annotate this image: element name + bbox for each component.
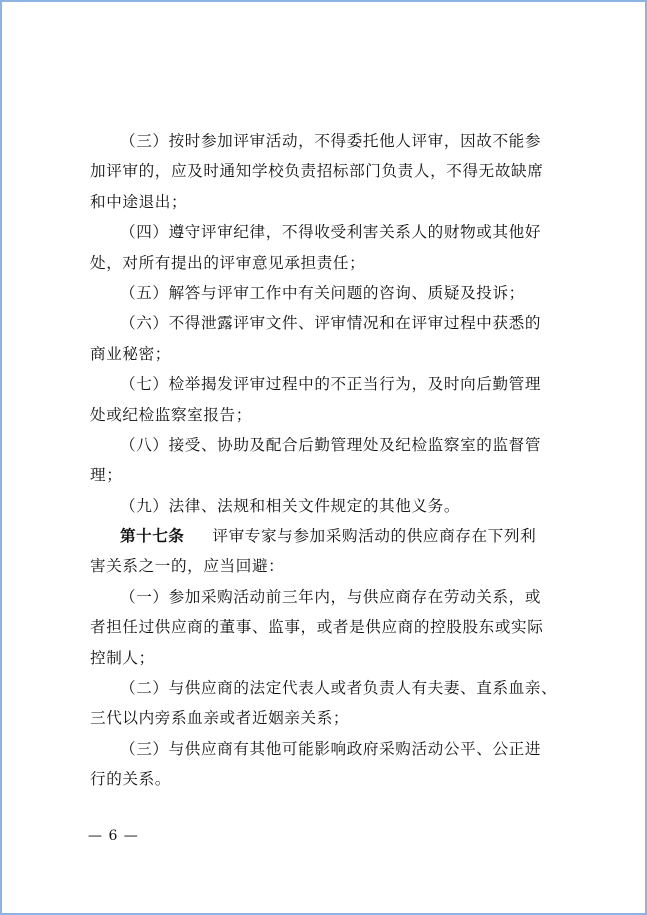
text-line: （一）参加采购活动前三年内，与供应商存在劳动关系，或 — [120, 587, 542, 606]
article-text: 评审专家与参加采购活动的供应商存在下列利 — [212, 527, 537, 546]
text-line: 控制人； — [90, 648, 155, 667]
text-line: （三）与供应商有其他可能影响政府采购活动公平、公正进 — [120, 739, 542, 758]
text-line: 行的关系。 — [90, 770, 171, 789]
page-number: — 6 — — [88, 828, 139, 844]
text-line: （二）与供应商的法定代表人或者负责人有夫妻、直系血亲、 — [120, 679, 558, 698]
text-line: 理； — [90, 466, 123, 485]
text-line: 处，对所有提出的评审意见承担责任； — [90, 253, 366, 272]
text-line: 三代以内旁系血亲或者近姻亲关系； — [90, 709, 350, 728]
text-line: 处或纪检监察室报告； — [90, 405, 252, 424]
article-17-heading-line — [90, 521, 564, 551]
text-line: 者担任过供应商的董事、监事，或者是供应商的控股股东或实际 — [90, 618, 544, 637]
text-line: （四）遵守评审纪律，不得收受利害关系人的财物或其他好 — [120, 223, 542, 242]
article-title: 第十七条 — [120, 527, 185, 546]
text-line: （六）不得泄露评审文件、评审情况和在评审过程中获悉的 — [120, 314, 542, 333]
text-line: （五）解答与评审工作中有关问题的咨询、质疑及投诉； — [120, 283, 525, 302]
text-line: 商业秘密； — [90, 344, 171, 363]
text-line: 害关系之一的，应当回避： — [90, 557, 285, 576]
text-line: （七）检举揭发评审过程中的不正当行为，及时向后勤管理 — [120, 375, 542, 394]
text-line: 加评审的，应及时通知学校负责招标部门负责人，不得无故缺席 — [90, 162, 544, 181]
text-line: （八）接受、协助及配合后勤管理处及纪检监察室的监督管 — [120, 435, 542, 454]
text-line: （三）按时参加评审活动，不得委托他人评审，因故不能参 — [120, 132, 542, 150]
text-line: （九）法律、法规和相关文件规定的其他义务。 — [120, 496, 461, 515]
text-line: 和中途退出； — [90, 192, 188, 211]
document-body — [90, 126, 564, 795]
